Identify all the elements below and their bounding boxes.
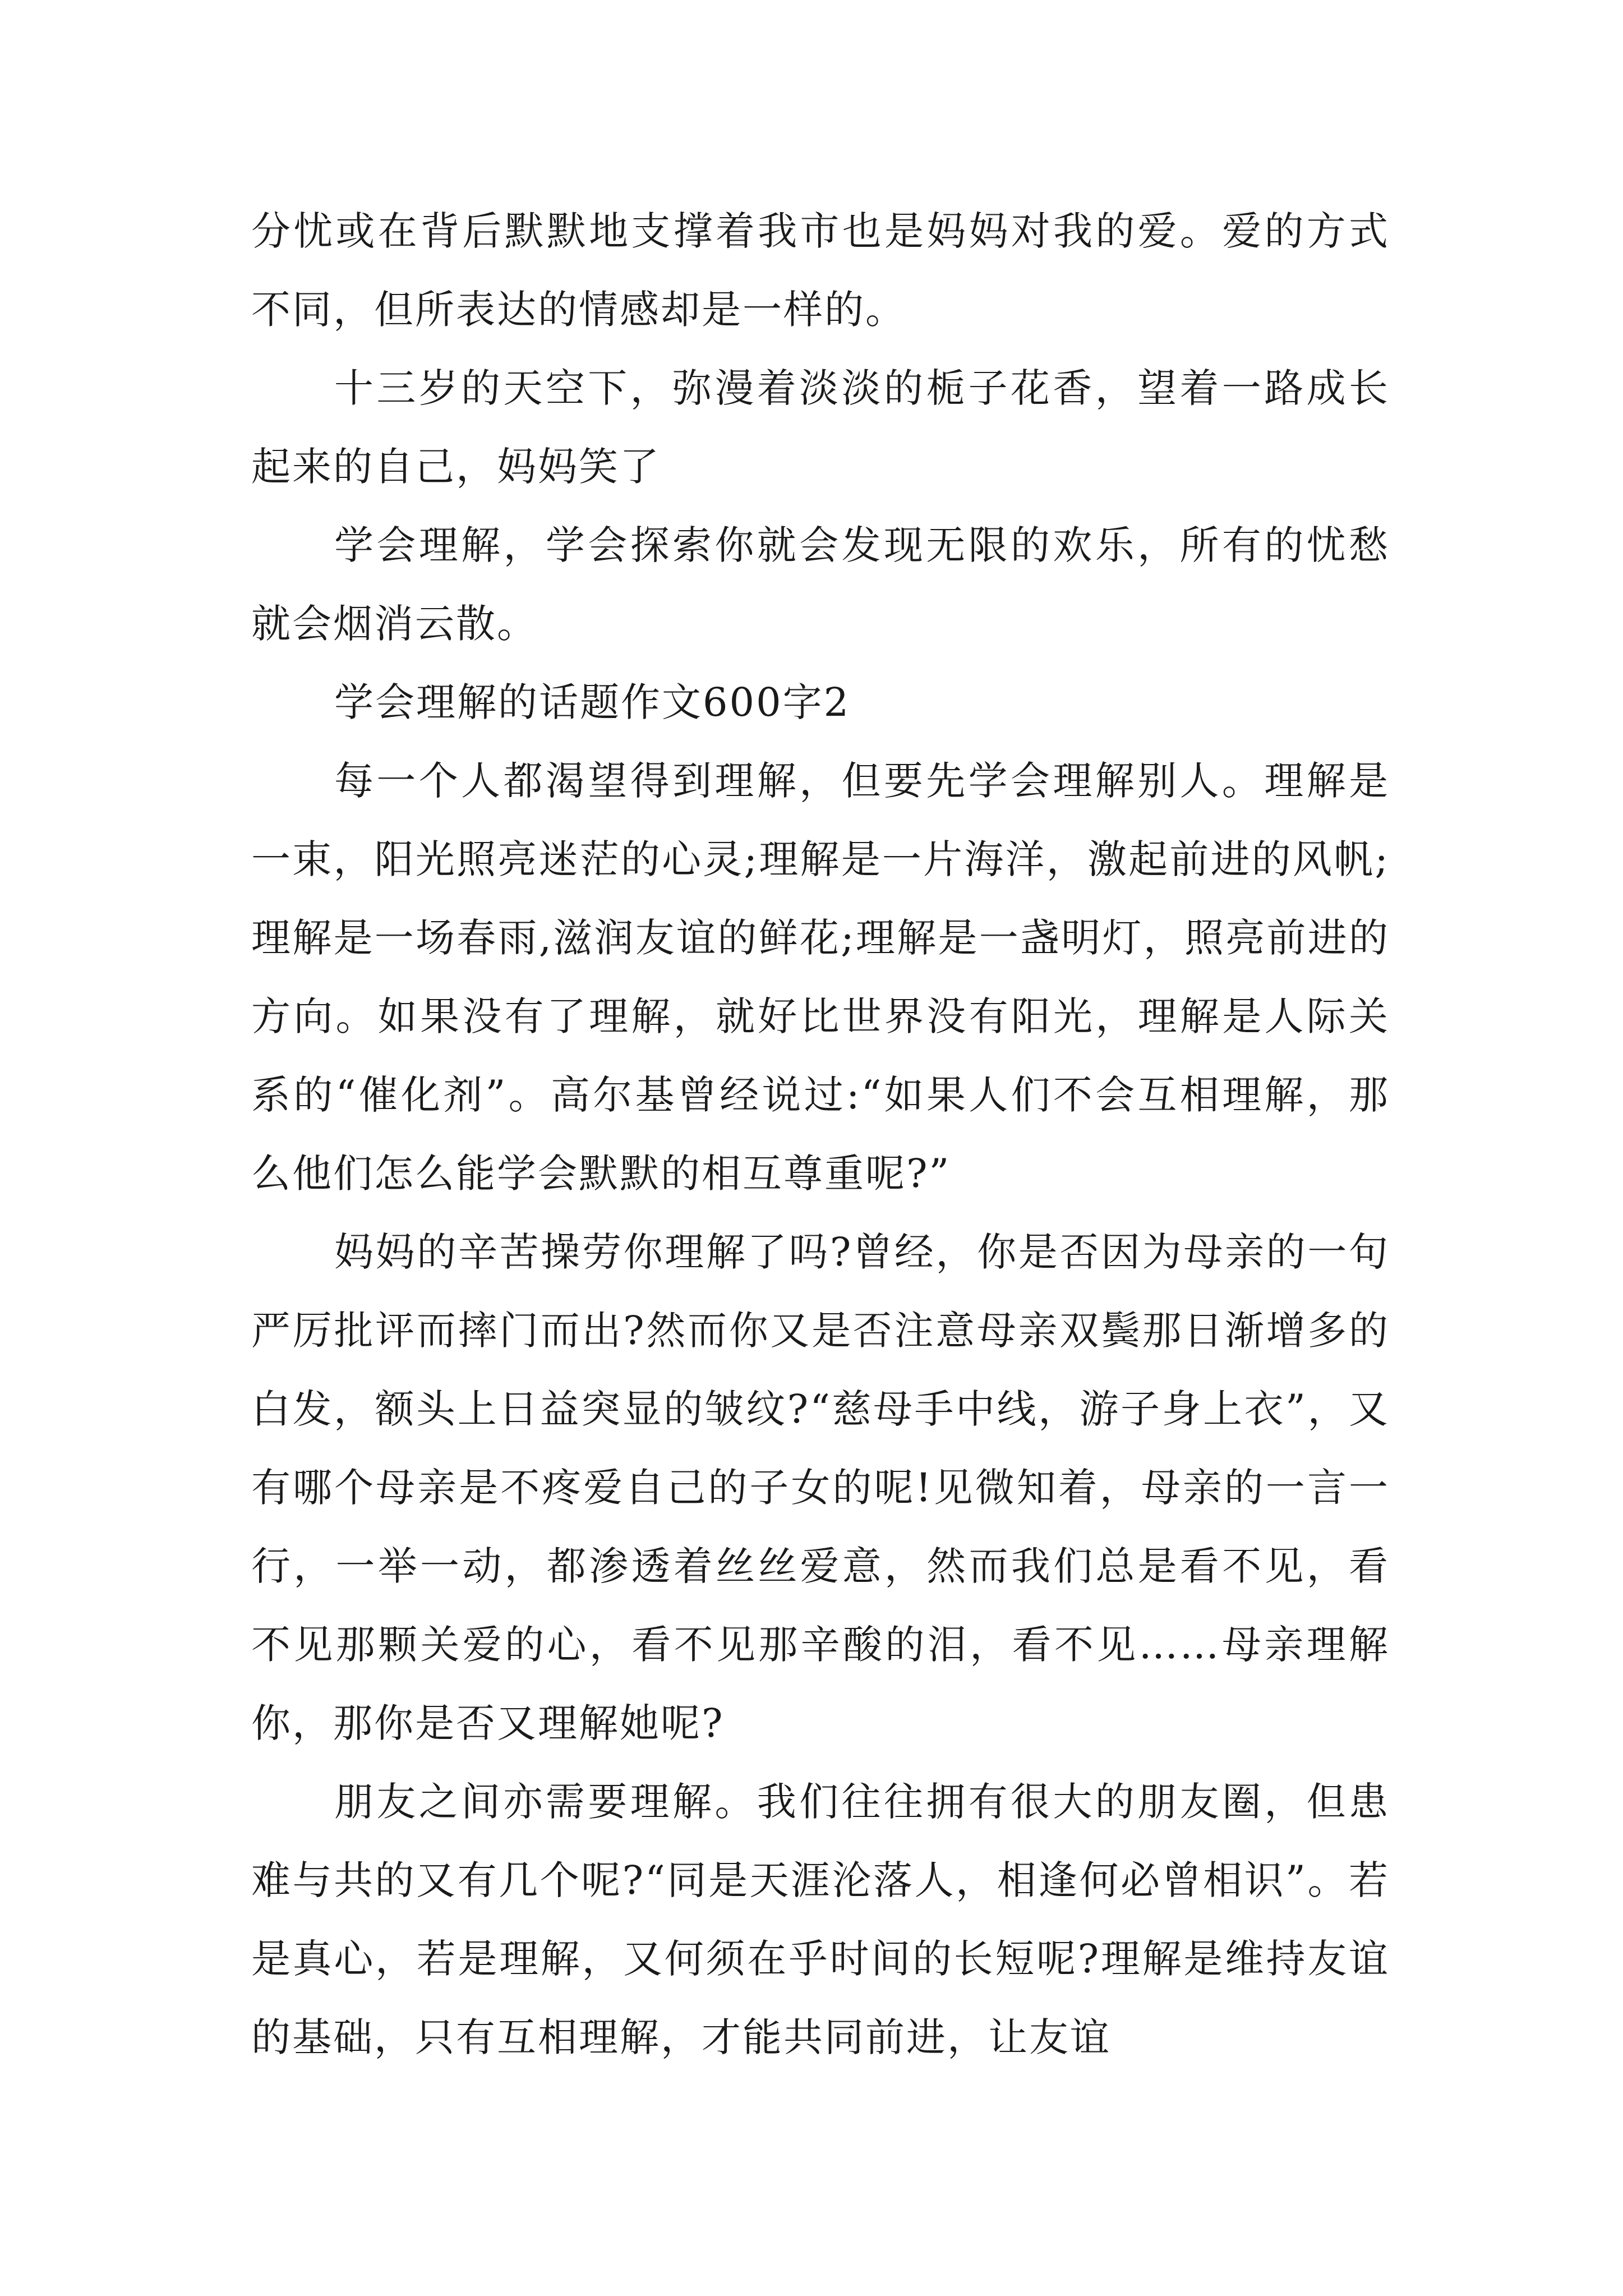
paragraph: 每一个人都渴望得到理解，但要先学会理解别人。理解是一束，阳光照亮迷茫的心灵;理解是一片海洋，激起前进的风帆;理解是一场春雨,滋润友谊的鲜花;理解是一盏明灯，照亮前进的方向。如果没有了理解，就好比世界没有阳光，理解是人际关系的“催化剂”。高尔基曾经说过:“如果人们不会互相理解，那么他们怎么能学会默默的相互尊重呢?”: [251, 758, 1390, 1197]
paragraph: 妈妈的辛苦操劳你理解了吗?曾经，你是否因为母亲的一句严厉批评而摔门而出?然而你又是否注意母亲双鬓那日渐增多的白发，额头上日益突显的皱纹?“慈母手中线，游子身上衣”，又有哪个母亲是不疼爱自己的子女的呢!见微知着，母亲的一言一行，一举一动，都渗透着丝丝爱意，然而我们总是看不见，看不见那颗关爱的心，看不见那辛酸的泪，看不见……母亲理解你，那你是否又理解她呢?: [251, 1229, 1390, 1746]
paragraph: 学会理解，学会探索你就会发现无限的欢乐，所有的忧愁就会烟消云散。: [251, 522, 1390, 647]
paragraph: 朋友之间亦需要理解。我们往往拥有很大的朋友圈，但患难与共的又有几个呢?“同是天涯沦落人，相逢何必曾相识”。若是真心，若是理解，又何须在乎时间的长短呢?理解是维持友谊的基础，只有互相理解，才能共同前进，让友谊: [251, 1779, 1390, 2060]
section-heading: 学会理解的话题作文600字2: [334, 679, 851, 725]
document-body: [251, 192, 1390, 2077]
paragraph: 分忧或在背后默默地支撑着我市也是妈妈对我的爱。爱的方式不同，但所表达的情感却是一样的。: [251, 208, 1390, 333]
paragraph: 十三岁的天空下，弥漫着淡淡的栀子花香，望着一路成长起来的自己，妈妈笑了: [251, 365, 1390, 490]
